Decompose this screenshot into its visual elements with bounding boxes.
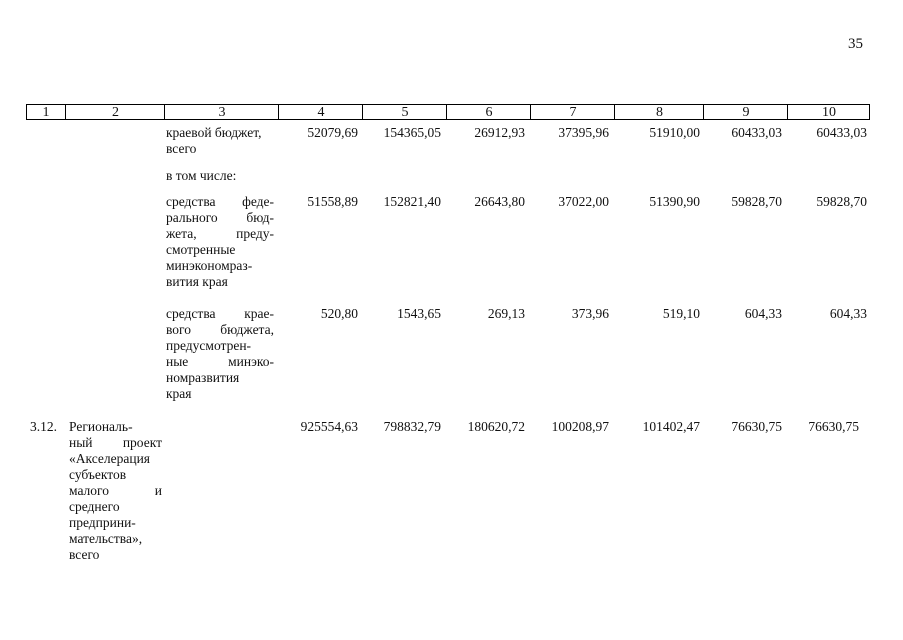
row-project-number: 3.12. bbox=[30, 419, 57, 434]
row-federal-value-col7: 37022,00 bbox=[558, 194, 609, 209]
row-regional-value-col6: 269,13 bbox=[487, 306, 525, 321]
row-project-label-line: «Акселерация bbox=[69, 451, 150, 466]
row-project-label-line: субъектов bbox=[69, 467, 127, 482]
row-project-value-col6: 180620,72 bbox=[467, 419, 525, 434]
row-federal-value-col9: 59828,70 bbox=[731, 194, 782, 209]
row-kraevoy-value-col10: 60433,03 bbox=[816, 125, 867, 140]
row-kraevoy-value-col6: 26912,93 bbox=[474, 125, 525, 140]
row-project-label-line: ный проект bbox=[69, 435, 162, 450]
row-federal-label-line: минэкономраз- bbox=[166, 258, 253, 273]
row-kraevoy-value-col9: 60433,03 bbox=[731, 125, 782, 140]
row-regional-value-col4: 520,80 bbox=[320, 306, 358, 321]
row-regional-value-col9: 604,33 bbox=[744, 306, 782, 321]
row-kraevoy-label-line: всего bbox=[166, 141, 197, 156]
table-header-row bbox=[26, 104, 870, 120]
row-federal-label-line: средства феде- bbox=[166, 194, 274, 209]
row-project-label bbox=[69, 419, 162, 563]
row-project-value-col8: 101402,47 bbox=[642, 419, 700, 434]
row-regional-label-line: предусмотрен- bbox=[166, 338, 252, 353]
row-project-value-col7: 100208,97 bbox=[551, 419, 609, 434]
row-federal-value-col5: 152821,40 bbox=[383, 194, 441, 209]
row-regional-label-line: номразвития bbox=[166, 370, 240, 385]
row-regional-value-col8: 519,10 bbox=[662, 306, 700, 321]
row-kraevoy-label bbox=[166, 125, 261, 157]
row-project-label-line: малого и bbox=[69, 483, 162, 498]
row-kraevoy-value-col5: 154365,05 bbox=[383, 125, 441, 140]
row-regional-value-col10: 604,33 bbox=[829, 306, 867, 321]
row-regional-label-line: ные минэко- bbox=[166, 354, 274, 369]
header-cell-7: 7 bbox=[530, 105, 615, 119]
header-cell-3: 3 bbox=[164, 105, 279, 119]
row-project-label-line: всего bbox=[69, 547, 100, 562]
row-regional-label bbox=[166, 306, 274, 402]
row-project-label-line: предприни- bbox=[69, 515, 136, 530]
header-cell-2: 2 bbox=[65, 105, 165, 119]
row-project-label-line: Региональ- bbox=[69, 419, 133, 434]
row-project-label-line: мательства», bbox=[69, 531, 143, 546]
header-cell-8: 8 bbox=[614, 105, 704, 119]
row-federal-value-col4: 51558,89 bbox=[307, 194, 358, 209]
row-kraevoy-value-col8: 51910,00 bbox=[649, 125, 700, 140]
header-cell-5: 5 bbox=[362, 105, 447, 119]
row-regional-value-col5: 1543,65 bbox=[397, 306, 441, 321]
row-federal-label-line: вития края bbox=[166, 274, 228, 289]
row-regional-label-line: края bbox=[166, 386, 192, 401]
row-federal-value-col10: 59828,70 bbox=[816, 194, 867, 209]
row-federal-label bbox=[166, 194, 274, 290]
row-project-value-col10: 76630,75 bbox=[808, 419, 859, 434]
page-number: 35 bbox=[848, 36, 863, 52]
header-cell-1: 1 bbox=[42, 105, 50, 120]
header-cell-10: 10 bbox=[787, 105, 870, 119]
row-regional-value-col7: 373,96 bbox=[571, 306, 609, 321]
row-v-tom-chisle-label: в том числе: bbox=[166, 168, 237, 183]
row-regional-label-line: средства крае- bbox=[166, 306, 274, 321]
row-federal-label-line: жета, преду- bbox=[166, 226, 274, 241]
header-cell-9: 9 bbox=[703, 105, 788, 119]
row-kraevoy-label-line: краевой бюджет, bbox=[166, 125, 262, 140]
row-project-label-line: среднего bbox=[69, 499, 120, 514]
row-federal-label-line: рального бюд- bbox=[166, 210, 274, 225]
row-kraevoy-value-col7: 37395,96 bbox=[558, 125, 609, 140]
row-project-value-col9: 76630,75 bbox=[731, 419, 782, 434]
row-regional-label-line: вого бюджета, bbox=[166, 322, 274, 337]
header-cell-4: 4 bbox=[278, 105, 363, 119]
header-cell-6: 6 bbox=[446, 105, 531, 119]
row-kraevoy-value-col4: 52079,69 bbox=[307, 125, 358, 140]
row-federal-label-line: смотренные bbox=[166, 242, 236, 257]
row-federal-value-col6: 26643,80 bbox=[474, 194, 525, 209]
row-project-value-col4: 925554,63 bbox=[300, 419, 358, 434]
row-project-value-col5: 798832,79 bbox=[383, 419, 441, 434]
row-federal-value-col8: 51390,90 bbox=[649, 194, 700, 209]
